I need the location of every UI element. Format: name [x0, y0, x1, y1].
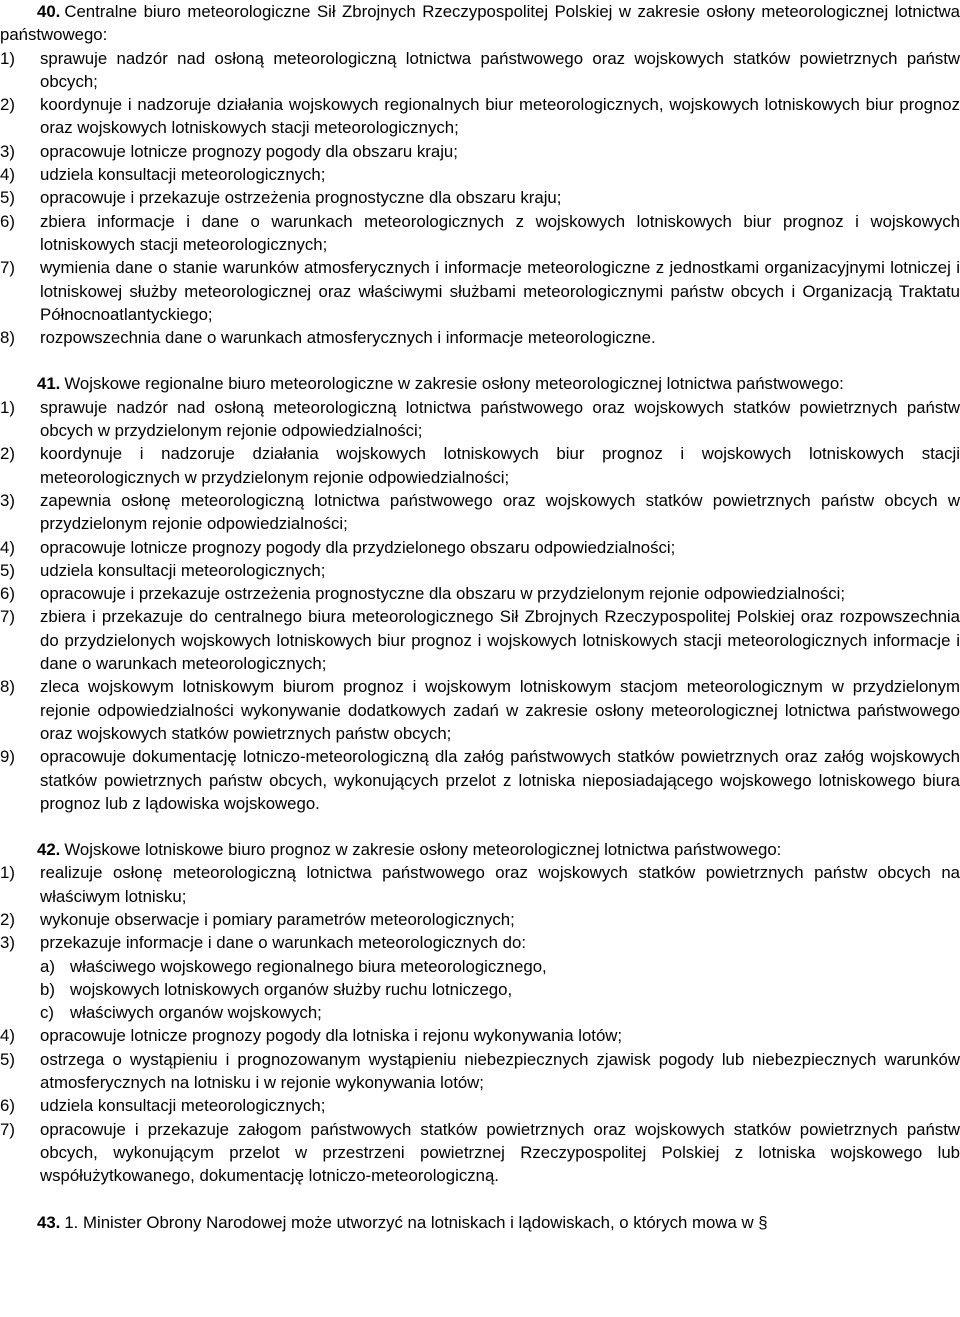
item-text: opracowuje i przekazuje ostrzeżenia prognostyczne dla obszaru kraju;: [40, 188, 562, 208]
item-text: koordynuje i nadzoruje działania wojskowych regionalnych biur meteorologicznych, wojskowych lotniskowych biur prognoz oraz wojskowych lotniskowych stacji meteorologicznych;: [40, 95, 960, 138]
subitem-letter: c): [40, 1003, 54, 1023]
item-text: realizuje osłonę meteorologiczną lotnictwa państwowego oraz wojskowych statków powietrznych państw obcych na właściwym lotnisku;: [40, 863, 960, 906]
item-number: 7): [0, 607, 15, 627]
sub-list-item: [0, 978, 960, 1001]
item-text: opracowuje lotnicze prognozy pogody dla przydzielonego obszaru odpowiedzialności;: [40, 537, 676, 557]
item-number: 2): [0, 95, 15, 115]
item-number: 4): [0, 165, 15, 185]
section-43: [0, 1211, 960, 1234]
section-lead-text: Wojskowe lotniskowe biuro prognoz w zakresie osłony meteorologicznej lotnictwa państwowego:: [64, 840, 782, 860]
item-text: opracowuje lotnicze prognozy pogody dla lotniska i rejonu wykonywania lotów;: [40, 1026, 623, 1046]
item-text: opracowuje i przekazuje ostrzeżenia prognostyczne dla obszaru w przydzielonym rejonie odpowiedzialności;: [40, 584, 845, 604]
list-item: [0, 140, 960, 163]
section-number: 43.: [37, 1212, 61, 1232]
list-item: [0, 745, 960, 815]
subitem-text: właściwych organów wojskowych;: [70, 1003, 322, 1023]
list-item: [0, 861, 960, 908]
section-lead: [0, 1211, 960, 1234]
item-number: 3): [0, 933, 15, 953]
list-item: [0, 582, 960, 605]
sub-list-item: [0, 1001, 960, 1024]
list-item: [0, 1048, 960, 1095]
list-item: [0, 442, 960, 489]
item-number: 1): [0, 397, 15, 417]
item-number: 3): [0, 490, 15, 510]
list-item: [0, 163, 960, 186]
item-number: 2): [0, 444, 15, 464]
list-item: [0, 326, 960, 349]
list-item: [0, 47, 960, 94]
item-list: [0, 47, 960, 350]
subitem-text: wojskowych lotniskowych organów służby ruchu lotniczego,: [70, 979, 513, 999]
section-41: [0, 372, 960, 815]
item-text: zbiera i przekazuje do centralnego biura meteorologicznego Sił Zbrojnych Rzeczypospolitej Polskiej oraz rozpowszechnia do przydzielonych wojskowych lotniskowych biur prognoz i wojskowych lotniskowych stacji meteorologicznych informacje i dane o warunkach meteorologicznych;: [40, 607, 960, 674]
list-item: [0, 605, 960, 675]
item-text: zapewnia osłonę meteorologiczną lotnictwa państwowego oraz wojskowych statków powietrznych państw obcych w przydzielonym rejonie odpowiedzialności;: [40, 490, 960, 534]
list-item: [0, 396, 960, 443]
section-lead: [0, 0, 960, 47]
list-item: [0, 536, 960, 559]
section-spacer: [0, 349, 960, 372]
item-list: [0, 396, 960, 815]
item-number: 6): [0, 584, 15, 604]
section-lead-text: Centralne biuro meteorologiczne Sił Zbrojnych Rzeczypospolitej Polskiej w zakresie osłony meteorologicznej lotnictwa państwowego:: [0, 2, 960, 45]
list-item: [0, 1024, 960, 1047]
item-number: 9): [0, 747, 15, 767]
item-number: 1): [0, 48, 15, 68]
item-text: udziela konsultacji meteorologicznych;: [40, 165, 326, 185]
item-text: zbiera informacje i dane o warunkach meteorologicznych z wojskowych lotniskowych biur prognoz i wojskowych lotniskowych stacji meteorologicznych;: [40, 211, 960, 254]
item-number: 7): [0, 1119, 15, 1139]
section-spacer: [0, 1188, 960, 1211]
item-number: 8): [0, 677, 15, 697]
list-item: [0, 489, 960, 536]
subitem-text: właściwego wojskowego regionalnego biura meteorologicznego,: [70, 956, 547, 976]
item-number: 8): [0, 328, 15, 348]
list-item: [0, 675, 960, 745]
item-number: 7): [0, 258, 15, 278]
item-text: opracowuje dokumentację lotniczo-meteorologiczną dla załóg państwowych statków powietrznych oraz załóg wojskowych statków powietrznych państw obcych, wykonujących przelot z lotniska nieposiadającego wojskowego lotniskowego biura prognoz lub z lądowiska wojskowego.: [40, 747, 960, 813]
item-text: rozpowszechnia dane o warunkach atmosferycznych i informacje meteorologiczne.: [40, 328, 656, 348]
item-number: 5): [0, 1049, 15, 1069]
item-number: 4): [0, 1026, 15, 1046]
item-text: koordynuje i nadzoruje działania wojskowych lotniskowych biur prognoz i wojskowych lotniskowych stacji meteorologicznych w przydzielonym rejonie odpowiedzialności;: [40, 444, 960, 487]
subitem-letter: b): [40, 979, 55, 999]
subitem-letter: a): [40, 956, 55, 976]
item-text: ostrzega o wystąpieniu i prognozowanym wystąpieniu niebezpiecznych zjawisk pogody lub niebezpiecznych warunków atmosferycznych na lotnisku i w rejonie wykonywania lotów;: [40, 1049, 960, 1093]
section-lead: [0, 838, 960, 861]
section-40: [0, 0, 960, 349]
section-lead-text: Wojskowe regionalne biuro meteorologiczne w zakresie osłony meteorologicznej lotnictwa państwowego:: [64, 374, 844, 394]
item-number: 1): [0, 863, 15, 883]
list-item: [0, 256, 960, 326]
item-text: opracowuje i przekazuje załogom państwowych statków powietrznych oraz wojskowych statków powietrznych państw obcych, wykonującym przelot w przestrzeni powietrznej Rzeczypospolitej Polskiej z lotniska wojskowego lub współużytkowanego, dokumentację lotniczo-meteorologiczną.: [40, 1119, 960, 1186]
item-text: udziela konsultacji meteorologicznych;: [40, 1096, 326, 1116]
item-text: sprawuje nadzór nad osłoną meteorologiczną lotnictwa państwowego oraz wojskowych statków powietrznych państw obcych w przydzielonym rejonie odpowiedzialności;: [40, 397, 960, 441]
section-number: 42.: [37, 840, 61, 860]
item-number: 5): [0, 560, 15, 580]
item-number: 2): [0, 909, 15, 929]
item-text: przekazuje informacje i dane o warunkach meteorologicznych do:: [40, 933, 526, 953]
item-text: zleca wojskowym lotniskowym biurom prognoz i wojskowym lotniskowym stacjom meteorologicznym w przydzielonym rejonie odpowiedzialności wykonywanie dodatkowych zadań w zakresie osłony meteorologicznej lotnictwa państwowego oraz wojskowych statków powietrznych państw obcych;: [40, 677, 960, 743]
item-text: wykonuje obserwacje i pomiary parametrów meteorologicznych;: [40, 909, 515, 929]
list-item: [0, 210, 960, 257]
list-item: [0, 93, 960, 140]
list-item: [0, 908, 960, 931]
section-number: 40.: [37, 2, 61, 21]
list-item: [0, 186, 960, 209]
sub-list-item: [0, 955, 960, 978]
list-item: [0, 1094, 960, 1117]
item-text: opracowuje lotnicze prognozy pogody dla obszaru kraju;: [40, 141, 458, 161]
item-number: 6): [0, 211, 15, 231]
list-item: [0, 559, 960, 582]
item-list: [0, 861, 960, 1187]
list-item: [0, 1118, 960, 1188]
item-text: udziela konsultacji meteorologicznych;: [40, 560, 326, 580]
item-text: wymienia dane o stanie warunków atmosferycznych i informacje meteorologiczne z jednostkami organizacyjnymi lotniczej i lotniskowej służby meteorologicznej oraz właściwymi służbami meteorologicznymi państw obcych i Organizacją Traktatu Północnoatlantyckiego;: [40, 258, 960, 324]
section-42: [0, 838, 960, 1187]
item-number: 5): [0, 188, 15, 208]
item-number: 3): [0, 141, 15, 161]
item-number: 6): [0, 1096, 15, 1116]
section-number: 41.: [37, 374, 61, 394]
section-spacer: [0, 815, 960, 838]
list-item: [0, 931, 960, 954]
item-text: sprawuje nadzór nad osłoną meteorologiczną lotnictwa państwowego oraz wojskowych statków powietrznych państw obcych;: [40, 48, 960, 91]
item-number: 4): [0, 537, 15, 557]
section-lead: [0, 372, 960, 395]
section-lead-text: 1. Minister Obrony Narodowej może utworzyć na lotniskach i lądowiskach, o których mowa w §: [64, 1212, 768, 1232]
